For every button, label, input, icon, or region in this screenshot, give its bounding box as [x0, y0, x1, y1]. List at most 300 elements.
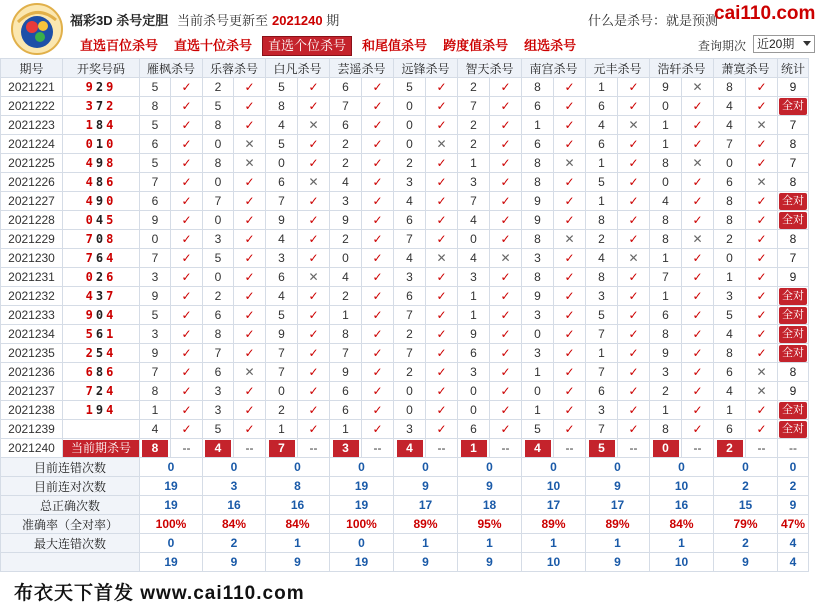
- check-icon: ✓: [554, 344, 586, 363]
- winning-digit: 1: [85, 118, 96, 132]
- update-issue: 2021240: [272, 13, 323, 28]
- stat-cell: 8: [778, 173, 809, 192]
- issue-number: 2021221: [1, 78, 63, 97]
- summary-value: 47%: [778, 515, 809, 534]
- kill-number: 3: [522, 344, 554, 363]
- site-name[interactable]: cai110.com: [714, 3, 816, 24]
- table-row: [1, 192, 809, 211]
- all-correct-badge: 全对: [779, 345, 807, 362]
- summary-value: 17: [586, 496, 650, 515]
- update-prefix: 当前杀号更新至: [177, 13, 269, 28]
- cross-icon: ✕: [234, 135, 266, 154]
- winning-digit: 7: [85, 251, 96, 265]
- check-icon: ✓: [362, 344, 394, 363]
- winning-number: [63, 173, 140, 192]
- summary-value: 9: [458, 553, 522, 572]
- check-icon: ✓: [234, 268, 266, 287]
- summary-value: 9: [714, 553, 778, 572]
- summary-value: 0: [522, 458, 586, 477]
- winning-digit: 0: [95, 232, 107, 246]
- check-icon: ✓: [171, 249, 203, 268]
- kill-number: 3: [650, 363, 682, 382]
- summary-value: 100%: [140, 515, 203, 534]
- kill-number: 6: [458, 420, 490, 439]
- check-icon: ✓: [490, 173, 522, 192]
- pending-mark: --: [746, 439, 778, 458]
- kill-number: 0: [140, 230, 171, 249]
- kill-number: 6: [458, 344, 490, 363]
- kill-number: 5: [266, 306, 298, 325]
- lottery-ball-logo-icon[interactable]: [10, 2, 64, 56]
- summary-value: 19: [330, 477, 394, 496]
- cross-icon: ✕: [554, 230, 586, 249]
- kill-number: 4: [458, 249, 490, 268]
- summary-value: 16: [266, 496, 330, 515]
- current-kill-button-cell: [63, 439, 140, 458]
- current-kill-number: 1: [461, 440, 487, 457]
- summary-value: 95%: [458, 515, 522, 534]
- check-icon: ✓: [171, 363, 203, 382]
- check-icon: ✓: [234, 78, 266, 97]
- check-icon: ✓: [171, 230, 203, 249]
- winning-number: [63, 211, 140, 230]
- kill-number: 9: [458, 325, 490, 344]
- winning-number: [63, 97, 140, 116]
- check-icon: ✓: [362, 230, 394, 249]
- issue-number: 2021231: [1, 268, 63, 287]
- issue-number: 2021225: [1, 154, 63, 173]
- kill-number: 3: [458, 173, 490, 192]
- kill-number: 7: [203, 192, 234, 211]
- current-kill-number: 8: [142, 440, 168, 457]
- kill-number: 0: [522, 325, 554, 344]
- stat-cell: [778, 192, 809, 211]
- winning-number: [63, 249, 140, 268]
- kill-number: 6: [330, 401, 362, 420]
- check-icon: ✓: [554, 211, 586, 230]
- kill-number: 8: [714, 211, 746, 230]
- kill-number: 6: [714, 173, 746, 192]
- kill-number: 1: [586, 78, 618, 97]
- check-icon: ✓: [682, 325, 714, 344]
- column-header: 南宫杀号: [522, 59, 586, 78]
- summary-label: 目前连对次数: [1, 477, 140, 496]
- kill-number: 2: [330, 154, 362, 173]
- kill-number: 8: [203, 154, 234, 173]
- kill-number: 4: [650, 192, 682, 211]
- kill-number: 6: [330, 116, 362, 135]
- winning-digit: 7: [106, 289, 117, 303]
- winning-number: [63, 116, 140, 135]
- tab-1[interactable]: 直选十位杀号: [174, 38, 253, 53]
- check-icon: ✓: [682, 382, 714, 401]
- check-icon: ✓: [554, 173, 586, 192]
- cross-icon: ✕: [746, 382, 778, 401]
- summary-value: 84%: [203, 515, 266, 534]
- current-kill-number: 4: [205, 440, 231, 457]
- all-correct-badge: 全对: [779, 326, 807, 343]
- check-icon: ✓: [618, 192, 650, 211]
- kill-number: 5: [394, 78, 426, 97]
- current-kill-number: 0: [653, 440, 679, 457]
- check-icon: ✓: [171, 78, 203, 97]
- check-icon: ✓: [362, 268, 394, 287]
- kill-number: 8: [650, 325, 682, 344]
- check-icon: ✓: [682, 268, 714, 287]
- cross-icon: ✕: [426, 135, 458, 154]
- check-icon: ✓: [298, 97, 330, 116]
- kill-number: 9: [266, 211, 298, 230]
- kill-number: 0: [458, 382, 490, 401]
- column-header: 开奖号码: [63, 59, 140, 78]
- cross-icon: ✕: [618, 249, 650, 268]
- check-icon: ✓: [426, 306, 458, 325]
- kill-number: 3: [394, 420, 426, 439]
- winning-digit: 4: [85, 289, 96, 303]
- pending-mark: --: [362, 439, 394, 458]
- check-icon: ✓: [298, 306, 330, 325]
- kill-number: 4: [266, 230, 298, 249]
- summary-value: 100%: [330, 515, 394, 534]
- kill-number: 8: [522, 173, 554, 192]
- kill-number: 1: [650, 135, 682, 154]
- check-icon: ✓: [171, 211, 203, 230]
- check-icon: ✓: [682, 401, 714, 420]
- kill-number: 0: [714, 249, 746, 268]
- check-icon: ✓: [554, 249, 586, 268]
- check-icon: ✓: [362, 116, 394, 135]
- check-icon: ✓: [554, 325, 586, 344]
- winning-digit: 9: [85, 308, 96, 322]
- check-icon: ✓: [554, 420, 586, 439]
- kill-number: 1: [714, 401, 746, 420]
- chevron-down-icon: [803, 41, 811, 46]
- summary-value: 0: [714, 458, 778, 477]
- kill-number: 1: [458, 306, 490, 325]
- summary-value: 17: [522, 496, 586, 515]
- issue-number: 2021230: [1, 249, 63, 268]
- column-header: 远锋杀号: [394, 59, 458, 78]
- kill-number: 9: [650, 78, 682, 97]
- kill-number: 3: [330, 192, 362, 211]
- kill-number: 4: [266, 287, 298, 306]
- stat-cell: 9: [778, 382, 809, 401]
- summary-value: 19: [140, 496, 203, 515]
- column-header: 萧寞杀号: [714, 59, 778, 78]
- check-icon: ✓: [234, 116, 266, 135]
- kill-number: 4: [714, 382, 746, 401]
- issue-number: 2021224: [1, 135, 63, 154]
- query-label: 查询期次: [698, 39, 747, 53]
- check-icon: ✓: [234, 211, 266, 230]
- kill-number: 8: [714, 78, 746, 97]
- check-icon: ✓: [362, 154, 394, 173]
- current-kill-cell: [714, 439, 746, 458]
- winning-digit: 9: [85, 80, 96, 94]
- cross-icon: ✕: [682, 154, 714, 173]
- check-icon: ✓: [171, 192, 203, 211]
- summary-value: 89%: [586, 515, 650, 534]
- check-icon: ✓: [234, 401, 266, 420]
- check-icon: ✓: [426, 268, 458, 287]
- kill-number: 0: [394, 97, 426, 116]
- winning-digit: 7: [85, 232, 96, 246]
- kill-number: 8: [714, 192, 746, 211]
- kill-number: 5: [140, 116, 171, 135]
- check-icon: ✓: [746, 135, 778, 154]
- check-icon: ✓: [362, 306, 394, 325]
- kill-number: 5: [203, 97, 234, 116]
- summary-value: 10: [650, 553, 714, 572]
- column-header: 白凡杀号: [266, 59, 330, 78]
- kill-number: 7: [394, 230, 426, 249]
- issue-number: 2021234: [1, 325, 63, 344]
- kill-number: 0: [458, 401, 490, 420]
- check-icon: ✓: [746, 154, 778, 173]
- tab-5[interactable]: 组选杀号: [524, 38, 577, 53]
- summary-value: 79%: [714, 515, 778, 534]
- pending-mark: --: [618, 439, 650, 458]
- summary-value: 10: [522, 553, 586, 572]
- kill-number: 1: [522, 401, 554, 420]
- pending-mark: --: [554, 439, 586, 458]
- winning-digit: 1: [95, 137, 107, 151]
- check-icon: ✓: [618, 344, 650, 363]
- summary-value: 19: [140, 553, 203, 572]
- check-icon: ✓: [554, 97, 586, 116]
- summary-value: 84%: [266, 515, 330, 534]
- summary-value: 2: [778, 477, 809, 496]
- kill-number: 6: [140, 135, 171, 154]
- kill-number: 8: [330, 325, 362, 344]
- kill-number: 3: [522, 249, 554, 268]
- check-icon: ✓: [362, 401, 394, 420]
- check-icon: ✓: [490, 230, 522, 249]
- check-icon: ✓: [298, 363, 330, 382]
- table-row: [1, 97, 809, 116]
- check-icon: ✓: [682, 344, 714, 363]
- check-icon: ✓: [490, 306, 522, 325]
- kill-number: 6: [586, 97, 618, 116]
- check-icon: ✓: [490, 97, 522, 116]
- current-issue-row: [1, 439, 809, 458]
- check-icon: ✓: [682, 135, 714, 154]
- stat-cell: [778, 420, 809, 439]
- current-issue-number: 2021240: [1, 439, 63, 458]
- check-icon: ✓: [362, 382, 394, 401]
- kill-number: 1: [522, 116, 554, 135]
- check-icon: ✓: [362, 135, 394, 154]
- winning-number: [63, 135, 140, 154]
- check-icon: ✓: [298, 287, 330, 306]
- winning-digit: 8: [106, 156, 117, 170]
- summary-value: 17: [394, 496, 458, 515]
- kill-number: 1: [650, 116, 682, 135]
- check-icon: ✓: [426, 230, 458, 249]
- check-icon: ✓: [362, 420, 394, 439]
- winning-digit: 9: [106, 80, 117, 94]
- check-icon: ✓: [554, 78, 586, 97]
- winning-digit: 4: [106, 403, 117, 417]
- stat-cell: [778, 325, 809, 344]
- check-icon: ✓: [298, 192, 330, 211]
- summary-row: [1, 515, 809, 534]
- table-row: [1, 78, 809, 97]
- kill-number: 7: [140, 249, 171, 268]
- kill-number: 4: [394, 249, 426, 268]
- winning-number: [63, 78, 140, 97]
- check-icon: ✓: [234, 420, 266, 439]
- table-row: [1, 154, 809, 173]
- kill-number: 0: [330, 249, 362, 268]
- check-icon: ✓: [618, 230, 650, 249]
- summary-value: 0: [586, 458, 650, 477]
- kill-number: 7: [650, 268, 682, 287]
- tab-4[interactable]: 跨度值杀号: [443, 38, 509, 53]
- kill-number: 9: [140, 344, 171, 363]
- winning-digit: 4: [106, 308, 117, 322]
- check-icon: ✓: [746, 325, 778, 344]
- winning-digit: 1: [85, 403, 96, 417]
- summary-value: 2: [714, 534, 778, 553]
- kill-number: 2: [458, 135, 490, 154]
- kill-number: 0: [394, 401, 426, 420]
- kill-number: 5: [266, 78, 298, 97]
- check-icon: ✓: [618, 173, 650, 192]
- check-icon: ✓: [746, 78, 778, 97]
- stat-cell: [778, 97, 809, 116]
- kill-number: 0: [650, 173, 682, 192]
- kill-number: 6: [522, 97, 554, 116]
- winning-digit: 9: [95, 156, 107, 170]
- kill-number: 1: [714, 268, 746, 287]
- winning-digit: 6: [106, 270, 117, 284]
- kill-number: 0: [522, 382, 554, 401]
- check-icon: ✓: [362, 249, 394, 268]
- kill-number: 6: [394, 287, 426, 306]
- winning-digit: 6: [106, 365, 117, 379]
- summary-value: 19: [330, 496, 394, 515]
- watermark-text: 布衣天下首发 www.cai110.com: [10, 578, 309, 602]
- check-icon: ✓: [234, 382, 266, 401]
- kill-number: 9: [522, 211, 554, 230]
- check-icon: ✓: [746, 192, 778, 211]
- current-kill-cell: [394, 439, 426, 458]
- winning-digit: 4: [85, 156, 96, 170]
- check-icon: ✓: [234, 97, 266, 116]
- kill-number: 6: [266, 173, 298, 192]
- check-icon: ✓: [682, 211, 714, 230]
- all-correct-badge: 全对: [779, 98, 807, 115]
- summary-value: 10: [522, 477, 586, 496]
- check-icon: ✓: [362, 325, 394, 344]
- kill-number: 2: [330, 287, 362, 306]
- current-kill-number: 7: [269, 440, 295, 457]
- summary-value: 0: [394, 458, 458, 477]
- kill-number: 1: [330, 306, 362, 325]
- table-row: [1, 306, 809, 325]
- kill-number: 4: [330, 173, 362, 192]
- summary-value: 9: [586, 553, 650, 572]
- kill-number: 1: [522, 363, 554, 382]
- kill-number: 2: [203, 287, 234, 306]
- all-correct-badge: 全对: [779, 212, 807, 229]
- check-icon: ✓: [171, 382, 203, 401]
- stat-cell: [778, 344, 809, 363]
- kill-number: 4: [586, 249, 618, 268]
- kill-number: 6: [203, 306, 234, 325]
- stat-cell: 7: [778, 116, 809, 135]
- tab-0[interactable]: 直选百位杀号: [80, 38, 159, 53]
- kill-number: 3: [586, 401, 618, 420]
- check-icon: ✓: [426, 173, 458, 192]
- kill-number: 4: [266, 116, 298, 135]
- period-select[interactable]: [753, 35, 815, 53]
- kill-number: 3: [203, 382, 234, 401]
- table-row: [1, 287, 809, 306]
- kill-number: 7: [458, 97, 490, 116]
- kill-number: 1: [458, 154, 490, 173]
- kill-number: 7: [203, 344, 234, 363]
- table-row: [1, 230, 809, 249]
- kill-number: 2: [586, 230, 618, 249]
- cross-icon: ✕: [682, 230, 714, 249]
- winning-digit: 8: [95, 118, 107, 132]
- kill-number: 8: [714, 344, 746, 363]
- kill-number: 7: [714, 135, 746, 154]
- kill-number: 8: [203, 116, 234, 135]
- check-icon: ✓: [362, 363, 394, 382]
- check-icon: ✓: [298, 344, 330, 363]
- winning-digit: 4: [106, 251, 117, 265]
- summary-value: 9: [394, 553, 458, 572]
- winning-digit: 6: [106, 175, 117, 189]
- check-icon: ✓: [171, 420, 203, 439]
- kill-number: 6: [330, 382, 362, 401]
- summary-value: 9: [394, 477, 458, 496]
- current-kill-button[interactable]: 当前期杀号: [63, 440, 139, 457]
- summary-value: 9: [778, 496, 809, 515]
- cross-icon: ✕: [490, 249, 522, 268]
- kill-number: 2: [266, 401, 298, 420]
- issue-number: 2021237: [1, 382, 63, 401]
- column-header: 芸遥杀号: [330, 59, 394, 78]
- kill-number: 4: [140, 420, 171, 439]
- tab-3[interactable]: 和尾值杀号: [362, 38, 428, 53]
- summary-row: [1, 458, 809, 477]
- winning-digit: 8: [106, 232, 117, 246]
- check-icon: ✓: [746, 211, 778, 230]
- column-header: 元丰杀号: [586, 59, 650, 78]
- summary-value: 9: [266, 553, 330, 572]
- kill-number: 6: [394, 211, 426, 230]
- summary-value: 1: [458, 534, 522, 553]
- winning-digit: 0: [106, 194, 117, 208]
- kill-number: 0: [203, 135, 234, 154]
- kill-number: 0: [458, 230, 490, 249]
- summary-value: 8: [266, 477, 330, 496]
- check-icon: ✓: [490, 325, 522, 344]
- check-icon: ✓: [490, 192, 522, 211]
- tab-2[interactable]: 直选个位杀号: [262, 36, 352, 56]
- winning-number: [63, 192, 140, 211]
- all-correct-badge: 全对: [779, 402, 807, 419]
- check-icon: ✓: [426, 382, 458, 401]
- check-icon: ✓: [490, 154, 522, 173]
- kill-number: 1: [586, 154, 618, 173]
- check-icon: ✓: [618, 268, 650, 287]
- kill-number: 5: [586, 306, 618, 325]
